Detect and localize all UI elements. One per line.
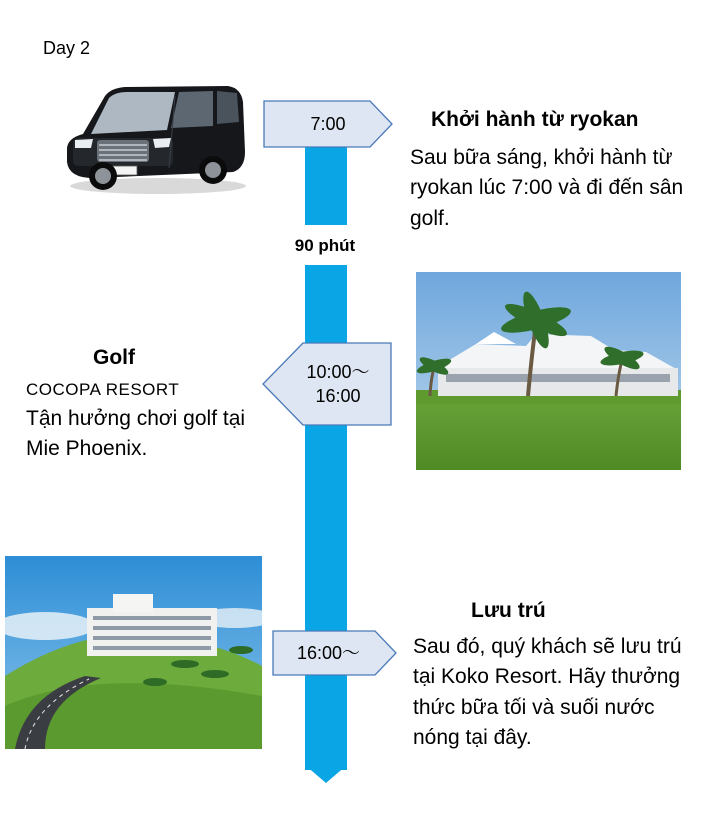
time-label: 7:00 [310,113,346,134]
van-image [63,82,248,197]
stay-title: Lưu trú [471,599,546,622]
golf-description: Tận hưởng chơi golf tại Mie Phoenix. [26,407,246,461]
golf-venue: COCOPA RESORT [26,380,180,399]
time-end: 16:00 [315,386,361,406]
hotel-resort-photo [5,556,262,749]
timeline-bar-bottom [305,265,347,770]
time-tag-golf [262,342,392,426]
time-tag-stay [272,630,397,676]
golf-title: Golf [93,346,135,369]
travel-duration: 90 phút [294,236,356,255]
timeline-bar-top [305,140,347,225]
timeline-arrow-head [305,765,347,783]
stay-description: Sau đó, quý khách sẽ lưu trú tại Koko Resort. Hãy thưởng thức bữa tối và suối nước nóng tại đây. [413,635,682,750]
golf-resort-photo [416,272,681,470]
day-label: Day 2 [43,38,91,58]
time-range-label [306,360,369,409]
departure-title: Khởi hành từ ryokan [431,108,639,131]
departure-description: Sau bữa sáng, khởi hành từ ryokan lúc 7:00 và đi đến sân golf. [410,146,684,230]
time-start: 10:00～ [306,361,370,382]
time-tag-departure [263,100,393,148]
time-label: 16:00～ [296,642,361,663]
